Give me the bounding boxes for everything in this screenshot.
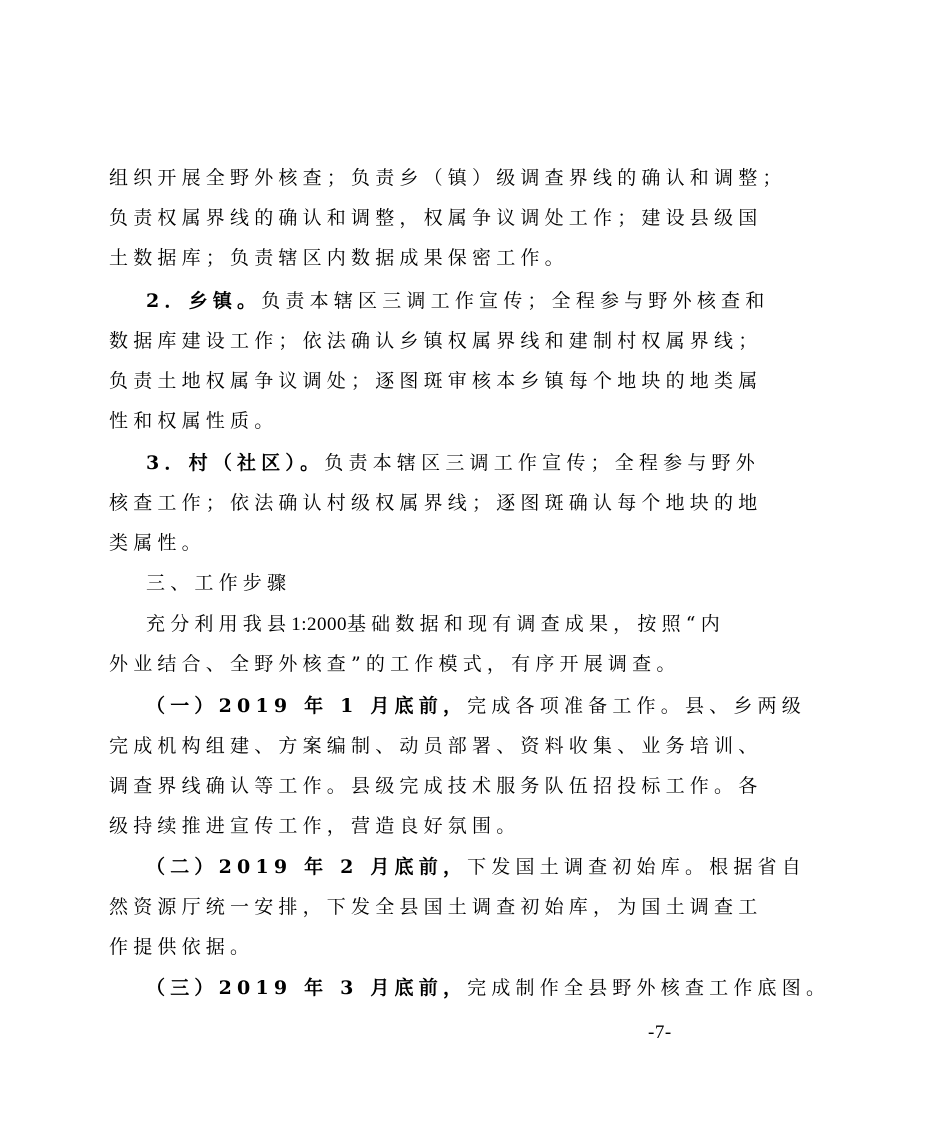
intro-line-2: 外业结合、全野外核查”的工作模式，有序开展调查。: [109, 653, 681, 675]
phase1-line-1: [146, 694, 939, 718]
body-line-2: 负责权属界线的确认和调整，权属争议调处工作；建设县级国: [109, 207, 763, 229]
phase2-line-1: [146, 855, 939, 879]
body-line-21: 级持续推进宣传工作，营造良好氛围。: [109, 815, 521, 837]
village-heading: 3．村（社区）。: [146, 452, 325, 474]
body-line-24: 然资源厅统一安排，下发全县国土调查初始库，为国土调查工: [109, 896, 763, 918]
phase1-heading: （一）2019 年 1 月底前，: [146, 695, 468, 717]
body-line-12: 类属性。: [109, 532, 206, 554]
phase3-line-1: [146, 976, 939, 1000]
body-line-25: 作提供依据。: [109, 936, 255, 958]
intro-line-1: [146, 612, 939, 637]
intro-text-end: 基础数据和现有调查成果，按照“内: [346, 613, 725, 635]
phase3-text: 完成制作全县野外核查工作底图。: [467, 977, 831, 999]
township-paragraph-line-1: [146, 289, 939, 313]
section-heading-steps: 三、工作步骤: [146, 572, 292, 594]
phase3-heading: （三）2019 年 3 月底前，: [146, 977, 468, 999]
scale-value: 1:2000: [291, 614, 347, 635]
body-line-7: 负责土地权属争议调处；逐图斑审核本乡镇每个地块的地类属: [109, 370, 763, 392]
phase2-heading: （二）2019 年 2 月底前，: [146, 856, 468, 878]
body-line-1: 组织开展全野外核查；负责乡（镇）级调查界线的确认和调整；: [109, 167, 787, 189]
township-text: 负责本辖区三调工作宣传；全程参与野外核查和: [261, 290, 770, 312]
body-line-6: 数据库建设工作；依法确认乡镇权属界线和建制村权属界线；: [109, 330, 763, 352]
page-number: -7-: [648, 1022, 672, 1043]
body-line-19: 完成机构组建、方案编制、动员部署、资料收集、业务培训、: [109, 735, 763, 757]
body-line-11: 核查工作；依法确认村级权属界线；逐图斑确认每个地块的地: [109, 492, 763, 514]
intro-text-start: 充分利用我县: [146, 613, 292, 635]
village-text: 负责本辖区三调工作宣传；全程参与野外: [324, 452, 760, 474]
body-line-8: 性和权属性质。: [109, 410, 279, 432]
body-line-3: 土数据库；负责辖区内数据成果保密工作。: [109, 247, 569, 269]
phase2-text: 下发国土调查初始库。根据省自: [467, 856, 806, 878]
phase1-text: 完成各项准备工作。县、乡两级: [467, 695, 806, 717]
village-paragraph-line-1: [146, 451, 939, 475]
township-heading: 2．乡镇。: [146, 290, 262, 312]
body-line-20: 调查界线确认等工作。县级完成技术服务队伍招投标工作。各: [109, 775, 763, 797]
